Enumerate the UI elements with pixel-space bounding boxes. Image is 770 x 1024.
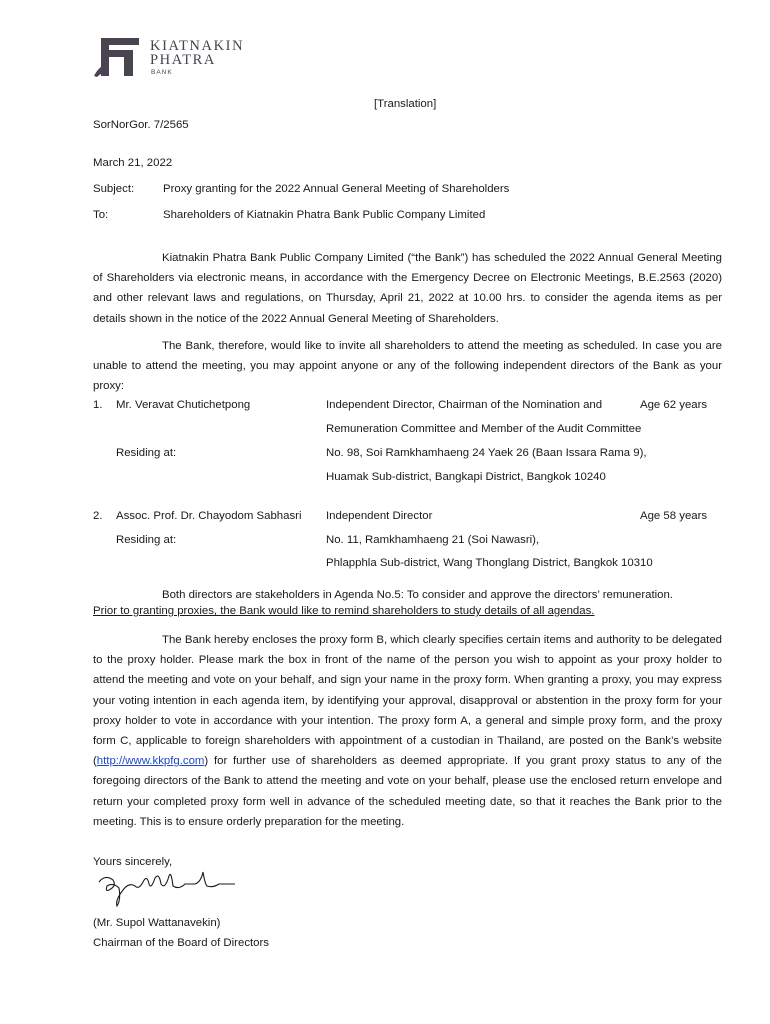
director-2-address-line1: No. 11, Ramkhamhaeng 21 (Soi Nawasri),	[326, 534, 540, 546]
director-1-address-line2: Huamak Sub-district, Bangkapi District, Bangkok 10240	[326, 471, 606, 483]
closing-salutation: Yours sincerely,	[93, 856, 173, 868]
to-text: Shareholders of Kiatnakin Phatra Bank Public Company Limited	[163, 209, 486, 221]
signer-name: (Mr. Supol Wattanavekin)	[93, 917, 221, 929]
reference-number: SorNorGor. 7/2565	[93, 119, 189, 131]
paragraph-proxy-forms: The Bank hereby encloses the proxy form B, which clearly specifies certain items and authority to be delegated to the proxy holder. Please mark the box in front of the name of the person you wish to appoint as your proxy holder to attend the meeting and vote on your behalf, and sign your name in the proxy form. When granting a proxy, you may express your voting intention in each agenda item, by identifying your approval, disapproval or abstention in the proxy form for your proxy holder to vote in accordance with your intention. The proxy form A, a general and simple proxy form, and the proxy form C, applicable to foreign shareholders with appointment of a custodian in Thailand, are posted on the Bank’s website (http://www.kkpfg.com) for further use of shareholders as deemed appropriate. If you grant proxy status to any of the foregoing directors of the Bank to attend the meeting and vote on your behalf, please use the enclosed return envelope and return your completed proxy form well in advance of the scheduled meeting date, so that it reaches the Bank prior to the meeting. This is to ensure orderly preparation for the meeting.	[93, 634, 722, 828]
reminder-underlined: Prior to granting proxies, the Bank would like to remind shareholders to study details of all agendas.	[93, 605, 595, 617]
director-2-address-line2: Phlapphla Sub-district, Wang Thonglang District, Bangkok 10310	[326, 557, 653, 569]
signature-image	[95, 860, 245, 908]
subject-text: Proxy granting for the 2022 Annual General Meeting of Shareholders	[163, 183, 510, 195]
paragraph-stakeholders: Both directors are stakeholders in Agenda No.5: To consider and approve the directors’ remuneration.	[162, 589, 673, 601]
director-1-residing-label: Residing at:	[116, 447, 177, 459]
logo-text-kiatnakin: KIATNAKIN	[150, 38, 245, 54]
letter-date: March 21, 2022	[93, 157, 173, 169]
director-1-position-line2: Remuneration Committee and Member of the Audit Committee	[326, 423, 642, 435]
director-1-name: Mr. Veravat Chutichetpong	[116, 399, 251, 411]
director-2-number: 2.	[93, 510, 103, 522]
subject-label: Subject:	[93, 183, 135, 195]
bank-logo-icon	[93, 36, 141, 78]
to-label: To:	[93, 209, 109, 221]
signer-title: Chairman of the Board of Directors	[93, 937, 269, 949]
website-link[interactable]: http://www.kkpfg.com	[96, 755, 205, 768]
paragraph-meeting-announcement: Kiatnakin Phatra Bank Public Company Limited (“the Bank”) has scheduled the 2022 Annual General Meeting of Shareholders via electronic means, in accordance with the Emergency Decree on Electronic Meetings, B.E.2563 (2020) and other relevant laws and regulations, on Thursday, April 21, 2022 at 10.00 hrs. to consider the agenda items as per details shown in the notice of the 2022 Annual General Meeting of Shareholders.	[93, 252, 722, 325]
director-1-number: 1.	[93, 399, 103, 411]
paragraph-invitation: The Bank, therefore, would like to invite all shareholders to attend the meeting as scheduled. In case you are unable to attend the meeting, you may appoint anyone or any of the following independent directors of the Bank as your proxy:	[93, 340, 722, 393]
director-1-age: Age 62 years	[640, 399, 708, 411]
logo-text-bank: BANK	[151, 69, 173, 76]
logo-text-phatra: PHATRA	[150, 52, 216, 68]
director-2-age: Age 58 years	[640, 510, 708, 522]
director-2-name: Assoc. Prof. Dr. Chayodom Sabhasri	[116, 510, 302, 522]
director-2-position: Independent Director	[326, 510, 433, 522]
director-2-residing-label: Residing at:	[116, 534, 177, 546]
director-1-address-line1: No. 98, Soi Ramkhamhaeng 24 Yaek 26 (Baan Issara Rama 9),	[326, 447, 647, 459]
director-1-position-line1: Independent Director, Chairman of the Nomination and	[326, 399, 603, 411]
translation-label: [Translation]	[374, 98, 437, 110]
